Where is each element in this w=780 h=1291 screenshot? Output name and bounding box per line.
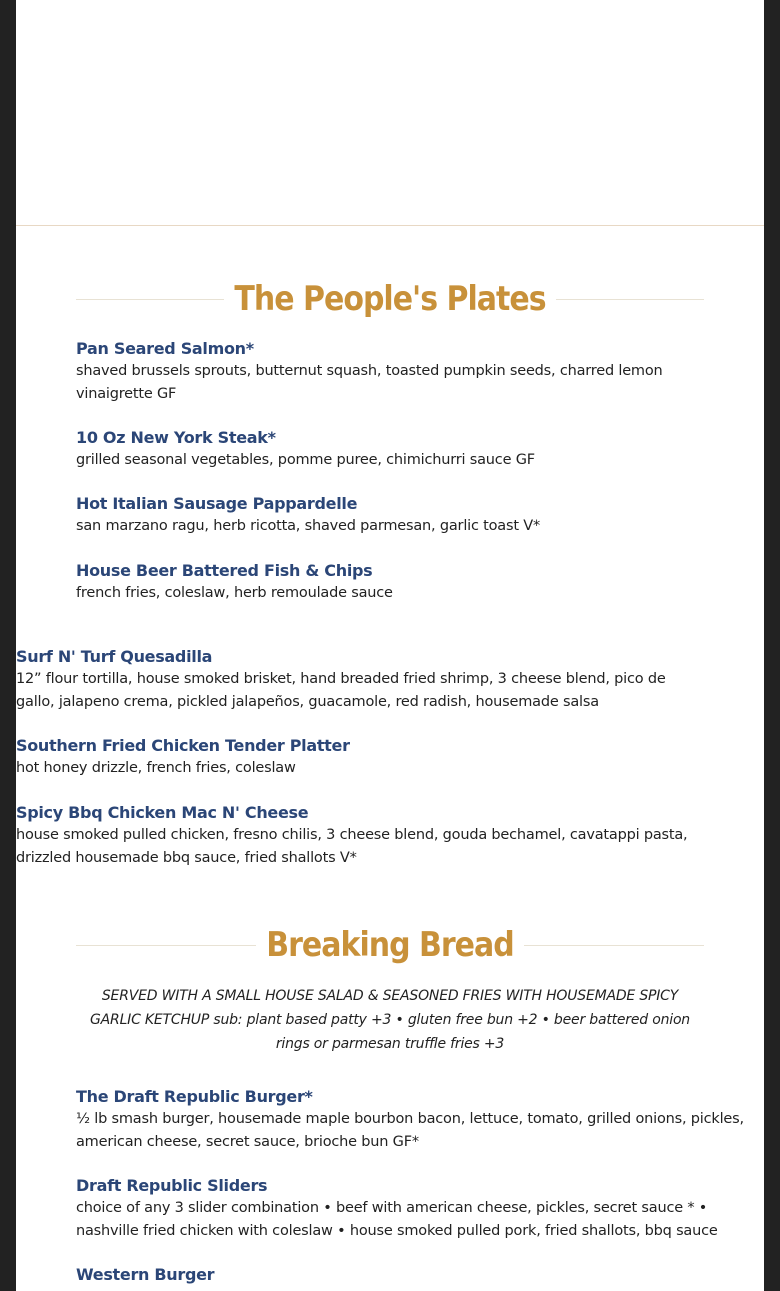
menu-item [16,802,696,869]
menu-item [16,646,696,713]
menu-item [76,427,704,472]
menu-item-name: Western Burger [76,1265,215,1284]
menu-item-description: house smoked pulled chicken, fresno chilis, 3 cheese blend, gouda bechamel, cavatappi pasta, drizzled housemade bbq sauce, fried shallots V* [16,827,688,866]
menu-item-description: french fries, coleslaw, herb remoulade sauce [76,585,393,601]
menu-item-name: Southern Fried Chicken Tender Platter [16,736,350,755]
menu-item-name: 10 Oz New York Steak* [76,428,276,447]
menu-item-description: hot honey drizzle, french fries, coleslaw [16,760,296,776]
menu-item [76,1264,748,1286]
menu-item [76,493,704,538]
section-title: The People's Plates [234,279,546,319]
menu-item-description: san marzano ragu, herb ricotta, shaved parmesan, garlic toast V* [76,518,541,534]
menu-item-name: Draft Republic Sliders [76,1176,268,1195]
menu-item-description: ½ lb smash burger, housemade maple bourbon bacon, lettuce, tomato, grilled onions, pickles, american cheese, secret sauce, brioche bun GF* [76,1111,744,1150]
divider-left [76,299,224,300]
menu-item-name: Pan Seared Salmon* [76,339,254,358]
menu-page [16,0,764,1291]
menu-item [16,735,696,780]
section-note: SERVED WITH A SMALL HOUSE SALAD & SEASONED FRIES WITH HOUSEMADE SPICY GARLIC KETCHUP sub: plant based patty +3 • gluten free bun +2 • beer battered onion rings or parmesan truffle fries +3 [90,988,690,1052]
menu-item-name: House Beer Battered Fish & Chips [76,561,373,580]
menu-item [76,1175,748,1242]
menu-item [76,338,704,405]
divider-left [76,945,256,946]
menu-item-name: The Draft Republic Burger* [76,1087,313,1106]
menu-item [76,1086,748,1153]
menu-item-description: shaved brussels sprouts, butternut squash, toasted pumpkin seeds, charred lemon vinaigrette GF [76,363,663,402]
menu-item-description: choice of any 3 slider combination • beef with american cheese, pickles, secret sauce * • nashville fried chicken with coleslaw • house smoked pulled pork, fried shallots, bbq sauce [76,1200,718,1239]
menu-item [76,560,704,605]
menu-item-description: grilled seasonal vegetables, pomme puree, chimichurri sauce GF [76,452,535,468]
menu-item-name: Hot Italian Sausage Pappardelle [76,494,358,513]
divider-right [556,299,704,300]
header-blank-area [16,0,764,226]
section-title: Breaking Bread [266,925,514,965]
divider-right [524,945,704,946]
section-header-peoples-plates [76,279,704,319]
menu-item-name: Surf N' Turf Quesadilla [16,647,213,666]
section-header-breaking-bread [76,925,704,965]
menu-item-name: Spicy Bbq Chicken Mac N' Cheese [16,803,309,822]
menu-item-description: 12” flour tortilla, house smoked brisket, hand breaded fried shrimp, 3 cheese blend, pico de gallo, jalapeno crema, pickled jalapeños, guacamole, red radish, housemade salsa [16,671,666,710]
